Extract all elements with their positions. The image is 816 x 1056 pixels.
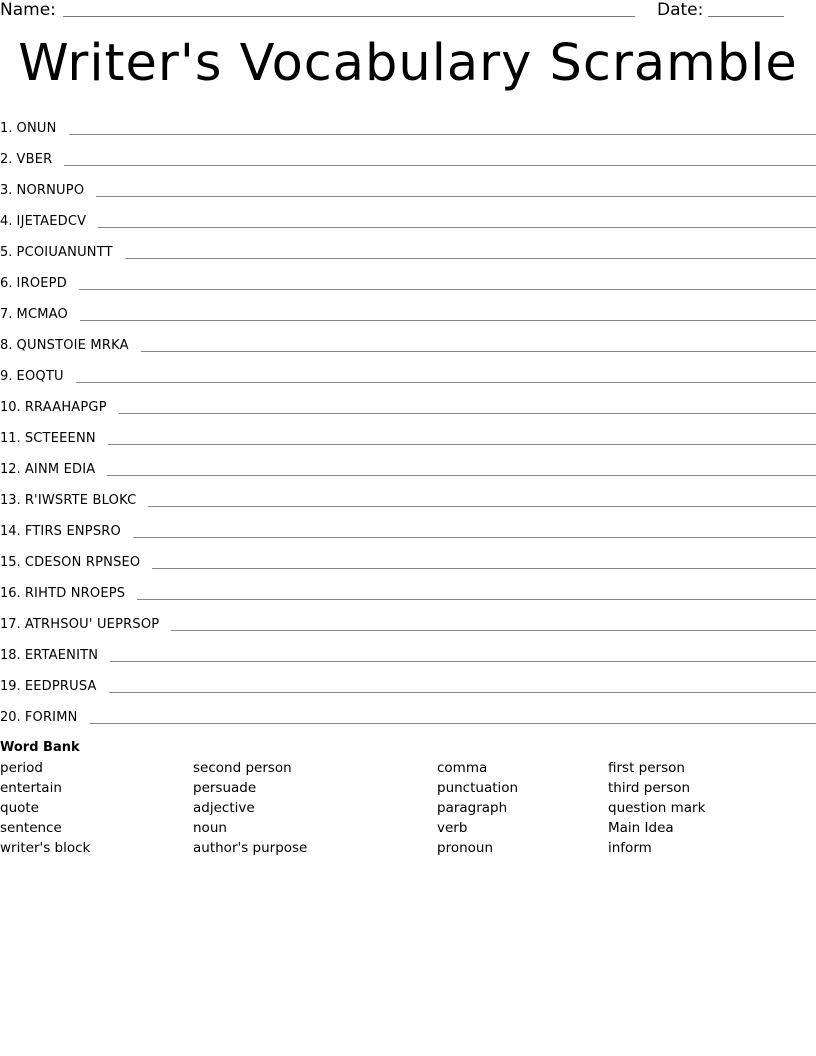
- puzzle-row: [0, 297, 816, 328]
- word-bank-item: punctuation: [437, 780, 519, 796]
- puzzle-number: 3.: [0, 183, 13, 198]
- answer-line[interactable]: [141, 351, 816, 352]
- scrambled-word: IROEPD: [16, 276, 67, 291]
- puzzle-number: 14.: [0, 524, 21, 539]
- word-bank-item: paragraph: [437, 800, 508, 816]
- scrambled-word: ERTAENITN: [24, 648, 99, 663]
- word-bank-row: [0, 840, 816, 860]
- puzzle-row: [0, 638, 816, 669]
- puzzle-row: [0, 328, 816, 359]
- scrambled-word: EOQTU: [16, 369, 64, 384]
- answer-line[interactable]: [108, 444, 816, 445]
- word-bank-item: first person: [608, 760, 685, 776]
- puzzle-list: [0, 111, 816, 731]
- puzzle-number: 10.: [0, 400, 21, 415]
- puzzle-number: 19.: [0, 679, 21, 694]
- answer-line[interactable]: [171, 630, 816, 631]
- word-bank-item: question mark: [608, 800, 706, 816]
- puzzle-number: 17.: [0, 617, 21, 632]
- puzzle-number: 11.: [0, 431, 21, 446]
- puzzle-row: [0, 266, 816, 297]
- scrambled-word: QUNSTOIE MRKA: [16, 338, 129, 353]
- puzzle-row: [0, 576, 816, 607]
- puzzle-number: 18.: [0, 648, 21, 663]
- answer-line[interactable]: [109, 692, 816, 693]
- scrambled-word: R'IWSRTE BLOKC: [24, 493, 137, 508]
- name-label: Name:: [0, 0, 56, 20]
- answer-line[interactable]: [64, 165, 816, 166]
- answer-line[interactable]: [152, 568, 816, 569]
- puzzle-number: 8.: [0, 338, 13, 353]
- header: [0, 0, 816, 22]
- word-bank-item: sentence: [0, 820, 62, 836]
- scrambled-word: EEDPRUSA: [24, 679, 97, 694]
- puzzle-row: [0, 421, 816, 452]
- page-title: Writer's Vocabulary Scramble: [18, 34, 798, 93]
- date-label: Date:: [657, 0, 704, 20]
- scrambled-word: ATRHSOU' UEPRSOP: [24, 617, 160, 632]
- puzzle-row: [0, 235, 816, 266]
- puzzle-row: [0, 669, 816, 700]
- puzzle-number: 5.: [0, 245, 13, 260]
- puzzle-row: [0, 700, 816, 731]
- puzzle-row: [0, 111, 816, 142]
- puzzle-number: 7.: [0, 307, 13, 322]
- scrambled-word: RIHTD NROEPS: [24, 586, 126, 601]
- scrambled-word: FTIRS ENPSRO: [24, 524, 121, 539]
- answer-line[interactable]: [69, 134, 816, 135]
- word-bank-item: second person: [193, 760, 292, 776]
- puzzle-row: [0, 173, 816, 204]
- scrambled-word: MCMAO: [16, 307, 68, 322]
- scrambled-word: AINM EDIA: [24, 462, 96, 477]
- answer-line[interactable]: [110, 661, 816, 662]
- word-bank-item: inform: [608, 840, 652, 856]
- puzzle-number: 1.: [0, 121, 13, 136]
- word-bank-item: entertain: [0, 780, 62, 796]
- word-bank-row: [0, 760, 816, 780]
- puzzle-row: [0, 545, 816, 576]
- word-bank-item: quote: [0, 800, 39, 816]
- scrambled-word: RRAAHAPGP: [24, 400, 107, 415]
- answer-line[interactable]: [148, 506, 816, 507]
- puzzle-row: [0, 359, 816, 390]
- scrambled-word: FORIMN: [24, 710, 78, 725]
- word-bank: [0, 760, 816, 860]
- word-bank-item: pronoun: [437, 840, 494, 856]
- word-bank-item: adjective: [193, 800, 255, 816]
- scrambled-word: NORNUPO: [16, 183, 85, 198]
- puzzle-row: [0, 607, 816, 638]
- scrambled-word: VBER: [16, 152, 53, 167]
- scrambled-word: SCTEEENN: [24, 431, 96, 446]
- answer-line[interactable]: [137, 599, 816, 600]
- word-bank-row: [0, 800, 816, 820]
- puzzle-row: [0, 514, 816, 545]
- answer-line[interactable]: [76, 382, 816, 383]
- word-bank-item: comma: [437, 760, 488, 776]
- puzzle-number: 9.: [0, 369, 13, 384]
- word-bank-item: verb: [437, 820, 468, 836]
- puzzle-row: [0, 483, 816, 514]
- scrambled-word: IJETAEDCV: [16, 214, 87, 229]
- word-bank-item: third person: [608, 780, 691, 796]
- name-field[interactable]: [63, 16, 635, 17]
- puzzle-number: 20.: [0, 710, 21, 725]
- word-bank-item: author's purpose: [193, 840, 308, 856]
- word-bank-item: Main Idea: [608, 820, 674, 836]
- word-bank-item: period: [0, 760, 44, 776]
- word-bank-row: [0, 820, 816, 840]
- puzzle-number: 16.: [0, 586, 21, 601]
- word-bank-item: noun: [193, 820, 227, 836]
- word-bank-item: persuade: [193, 780, 257, 796]
- word-bank-title: Word Bank: [0, 740, 80, 755]
- scrambled-word: CDESON RPNSEO: [24, 555, 141, 570]
- puzzle-row: [0, 390, 816, 421]
- answer-line[interactable]: [96, 196, 816, 197]
- word-bank-item: writer's block: [0, 840, 91, 856]
- puzzle-number: 12.: [0, 462, 21, 477]
- puzzle-row: [0, 142, 816, 173]
- answer-line[interactable]: [98, 227, 816, 228]
- puzzle-row: [0, 204, 816, 235]
- puzzle-number: 13.: [0, 493, 21, 508]
- answer-line[interactable]: [107, 475, 816, 476]
- puzzle-row: [0, 452, 816, 483]
- scrambled-word: ONUN: [16, 121, 57, 136]
- word-bank-row: [0, 780, 816, 800]
- answer-line[interactable]: [80, 320, 816, 321]
- answer-line[interactable]: [119, 413, 816, 414]
- answer-line[interactable]: [125, 258, 816, 259]
- puzzle-number: 4.: [0, 214, 13, 229]
- puzzle-number: 15.: [0, 555, 21, 570]
- answer-line[interactable]: [133, 537, 816, 538]
- puzzle-number: 2.: [0, 152, 13, 167]
- scrambled-word: PCOIUANUNTT: [16, 245, 113, 260]
- date-field[interactable]: [708, 16, 784, 17]
- answer-line[interactable]: [79, 289, 816, 290]
- puzzle-number: 6.: [0, 276, 13, 291]
- answer-line[interactable]: [90, 723, 816, 724]
